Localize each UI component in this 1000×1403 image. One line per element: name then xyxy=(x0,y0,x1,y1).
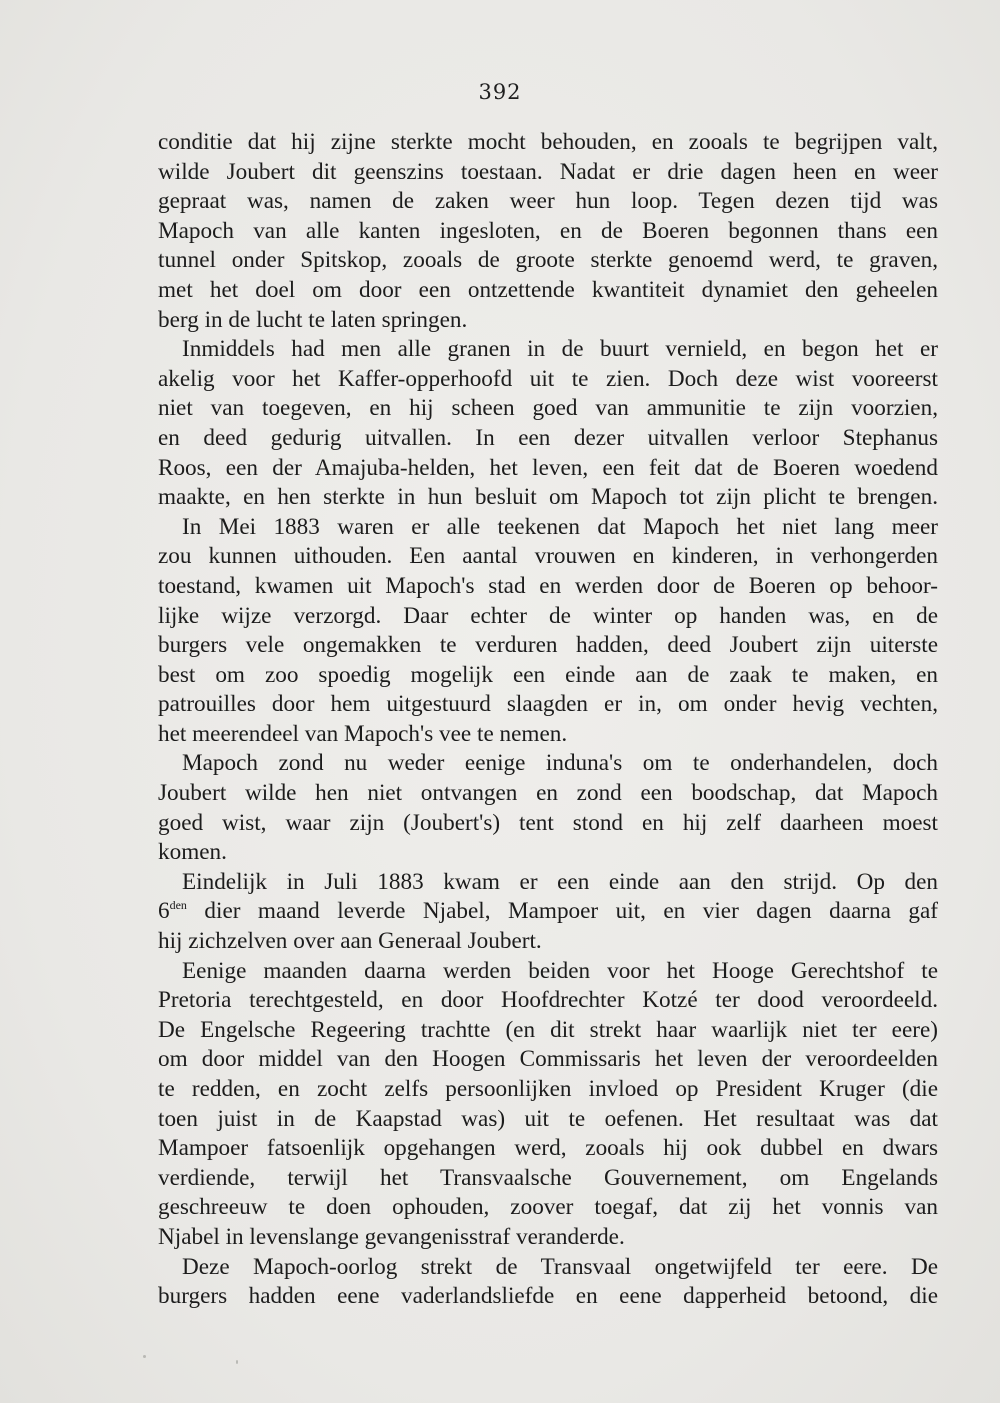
scan-speck xyxy=(236,1360,238,1364)
text-line: zou kunnen uithouden. Een aantal vrouwen en kinderen, in verhongerden xyxy=(158,543,938,570)
text-line: tunnel onder Spitskop, zooals de groote sterkte genoemd werd, te graven, xyxy=(158,247,938,274)
text-line: berg in de lucht te laten springen. xyxy=(158,306,468,333)
paragraph-2 xyxy=(158,335,938,513)
text-line-with-ordinal xyxy=(158,897,938,927)
text-line: burgers vele ongemakken te verduren hadden, deed Joubert zijn uiterste xyxy=(158,632,938,659)
text-line: verdiende, terwijl het Transvaalsche Gouvernement, om Engelands xyxy=(158,1164,938,1191)
text-line: niet van toegeven, en hij scheen goed van ammunitie te zijn voorzien, xyxy=(158,395,938,422)
text-line: Mapoch van alle kanten ingesloten, en de Boeren begonnen thans een xyxy=(158,217,938,244)
text-line: burgers hadden eene vaderlandsliefde en eene dapperheid betoond, die xyxy=(158,1283,938,1310)
ordinal-suffix: den xyxy=(169,898,187,913)
text-line: In Mei 1883 waren er alle teekenen dat Mapoch het niet lang meer xyxy=(182,513,938,540)
body-text xyxy=(158,128,938,1312)
text-line: Mampoer fatsoenlijk opgehangen werd, zooals hij ook dubbel en dwars xyxy=(158,1135,938,1162)
text-line: Roos, een der Amajuba-helden, het leven, een feit dat de Boeren woedend xyxy=(158,454,938,481)
text-line: Eindelijk in Juli 1883 kwam er een einde aan den strijd. Op den xyxy=(182,868,938,895)
text-line: best om zoo spoedig mogelijk een einde aan de zaak te maken, en xyxy=(158,661,938,688)
paragraph-6 xyxy=(158,957,938,1253)
paragraph-7 xyxy=(158,1253,938,1312)
text-line: hij zichzelven over aan Generaal Joubert. xyxy=(158,928,542,955)
paragraph-1 xyxy=(158,128,938,335)
paragraph-3 xyxy=(158,513,938,750)
scan-speck xyxy=(143,1355,146,1358)
text-line: om door middel van den Hoogen Commissaris het leven der veroordeelden xyxy=(158,1046,938,1073)
text-line: akelig voor het Kaffer-opperhoofd uit te zien. Doch deze wist vooreerst xyxy=(158,365,938,392)
text-line: Deze Mapoch-oorlog strekt de Transvaal ongetwijfeld ter eere. De xyxy=(182,1253,938,1280)
paragraph-4 xyxy=(158,749,938,867)
text-line: Inmiddels had men alle granen in de buurt vernield, en begon het er xyxy=(182,336,938,363)
text-line: dier maand leverde Njabel, Mampoer uit, en vier dagen daarna gaf xyxy=(204,898,938,925)
text-line: met het doel om door een ontzettende kwantiteit dynamiet den geheelen xyxy=(158,276,938,303)
text-line: toestand, kwamen uit Mapoch's stad en werden door de Boeren op behoor- xyxy=(158,572,938,599)
text-line: toen juist in de Kaapstad was) uit te oefenen. Het resultaat was dat xyxy=(158,1105,938,1132)
text-line: Pretoria terechtgesteld, en door Hoofdrechter Kotzé ter dood veroordeeld. xyxy=(158,987,938,1014)
text-line: Joubert wilde hen niet ontvangen en zond een boodschap, dat Mapoch xyxy=(158,780,938,807)
paragraph-5 xyxy=(158,868,938,957)
ordinal-number: 6 xyxy=(158,898,170,925)
text-line: Mapoch zond nu weder eenige induna's om te onderhandelen, doch xyxy=(182,750,938,777)
text-line: komen. xyxy=(158,839,227,866)
text-line: wilde Joubert dit geenszins toestaan. Nadat er drie dagen heen en weer xyxy=(158,158,938,185)
text-line: De Engelsche Regeering trachtte (en dit strekt haar waarlijk niet ter eere) xyxy=(158,1016,938,1043)
text-line: maakte, en hen sterkte in hun besluit om Mapoch tot zijn plicht te brengen. xyxy=(158,484,938,511)
text-line: te redden, en zocht zelfs persoonlijken invloed op President Kruger (die xyxy=(158,1076,938,1102)
text-line: conditie dat hij zijne sterkte mocht behouden, en zooals te begrijpen valt, xyxy=(158,129,938,155)
text-line: en deed gedurig uitvallen. In een dezer uitvallen verloor Stephanus xyxy=(158,424,938,451)
text-line: lijke wijze verzorgd. Daar echter de winter op handen was, en de xyxy=(158,602,938,629)
text-line: Njabel in levenslange gevangenisstraf veranderde. xyxy=(158,1223,625,1250)
text-line: geschreeuw te doen ophouden, zoover toegaf, dat zij het vonnis van xyxy=(158,1194,938,1221)
text-line: goed wist, waar zijn (Joubert's) tent stond en hij zelf daarheen moest xyxy=(158,809,938,836)
text-line: Eenige maanden daarna werden beiden voor het Hooge Gerechtshof te xyxy=(182,957,938,984)
text-line: het meerendeel van Mapoch's vee te nemen. xyxy=(158,720,568,747)
text-line: gepraat was, namen de zaken weer hun loop. Tegen dezen tijd was xyxy=(158,188,938,215)
text-line: patrouilles door hem uitgestuurd slaagden er in, om onder hevig vechten, xyxy=(158,691,938,718)
page-number: 392 xyxy=(478,80,522,104)
